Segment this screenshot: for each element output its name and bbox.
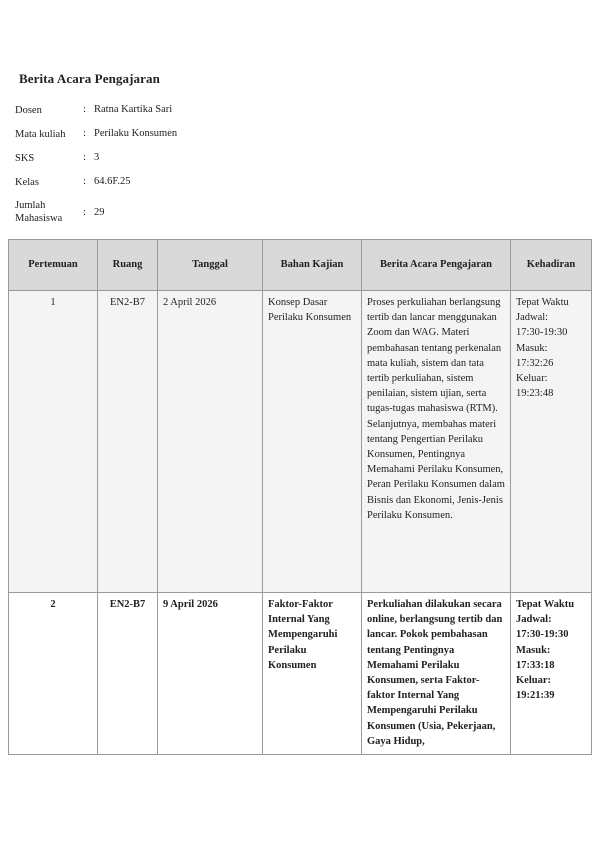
info-value: Ratna Kartika Sari (94, 104, 173, 115)
info-label: Mata kuliah (15, 129, 66, 140)
info-value: 3 (94, 152, 100, 163)
cell-tanggal: 2 April 2026 (158, 291, 263, 593)
kehadiran-keluar-label: Keluar: (516, 373, 548, 385)
cell-pertemuan: 1 (9, 291, 98, 593)
cell-bahan-kajian: Faktor-Faktor Internal Yang Mempengaruhi Perilaku Konsumen (263, 593, 362, 755)
cell-tanggal: 9 April 2026 (158, 593, 263, 755)
info-value: 64.6F.25 (94, 176, 131, 187)
header-kehadiran: Kehadiran (511, 240, 592, 291)
kehadiran-status: Tepat Waktu (516, 297, 569, 308)
header-ruang: Ruang (98, 240, 158, 291)
cell-kehadiran (511, 291, 592, 593)
cell-ruang: EN2-B7 (98, 291, 158, 593)
header-bahan-kajian: Bahan Kajian (263, 240, 362, 291)
cell-kehadiran (511, 593, 592, 755)
cell-ruang: EN2-B7 (98, 593, 158, 755)
info-colon: : (83, 104, 86, 115)
berita-acara-text: Perkuliahan dilakukan secara online, berlangsung tertib dan lancar. Pokok pembahasan tentang Pentingnya Memahami Perilaku Konsumen, serta Faktor-faktor Internal Yang Mempengaruhi Perilaku Konsumen (Usia, Pekerjaan, Gaya Hidup, (367, 599, 503, 747)
header-tanggal: Tanggal (158, 240, 263, 291)
cell-pertemuan: 2 (9, 593, 98, 755)
kehadiran-masuk: 17:32:26 (516, 357, 554, 369)
attendance-table (8, 239, 592, 755)
kehadiran-keluar: 19:21:39 (516, 690, 555, 702)
table-row (9, 291, 592, 593)
info-colon: : (83, 207, 86, 218)
info-value: Perilaku Konsumen (94, 128, 178, 139)
cell-berita-acara: Proses perkuliahan berlangsung tertib dan lancar menggunakan Zoom dan WAG. Materi pembahasan tentang perkenalan mata kuliah, sistem dan tata tertib perkuliahan, sistem penilaian, sistem ujian, serta tugas-tugas mahasiswa (RTM). Selanjutnya, membahas materi tentang Pengertian Perilaku Konsumen, Pentingnya Memahami Perilaku Konsumen, Peran Perilaku Konsumen dalam Bisnis dan Ekonomi, Jenis-Jenis Perilaku Konsumen. (362, 291, 511, 593)
info-label: SKS (15, 153, 35, 164)
info-value: 29 (94, 207, 105, 218)
kehadiran-keluar-label: Keluar: (516, 675, 551, 687)
kehadiran-masuk-label: Masuk: (516, 342, 548, 354)
kehadiran-jadwal-label: Jadwal: (516, 312, 549, 324)
kehadiran-jadwal: 17:30-19:30 (516, 629, 569, 641)
kehadiran-masuk-label: Masuk: (516, 644, 551, 656)
cell-berita-acara (362, 593, 511, 755)
table-header-row (9, 240, 592, 291)
kehadiran-jadwal: 17:30-19:30 (516, 327, 568, 339)
info-colon: : (83, 152, 86, 163)
header-berita-acara: Berita Acara Pengajaran (362, 240, 511, 291)
kehadiran-status: Tepat Waktu (516, 599, 575, 610)
document-title: Berita Acara Pengajaran (19, 71, 160, 86)
cell-bahan-kajian: Konsep Dasar Perilaku Konsumen (263, 291, 362, 593)
table-row (9, 593, 592, 755)
kehadiran-keluar: 19:23:48 (516, 388, 554, 400)
info-label: Kelas (15, 177, 39, 188)
info-label: Jumlah Mahasiswa (15, 200, 63, 224)
kehadiran-masuk: 17:33:18 (516, 659, 555, 671)
info-colon: : (83, 128, 86, 139)
kehadiran-jadwal-label: Jadwal: (516, 614, 552, 626)
info-colon: : (83, 176, 86, 187)
info-label: Dosen (15, 105, 42, 116)
header-pertemuan: Pertemuan (9, 240, 98, 291)
